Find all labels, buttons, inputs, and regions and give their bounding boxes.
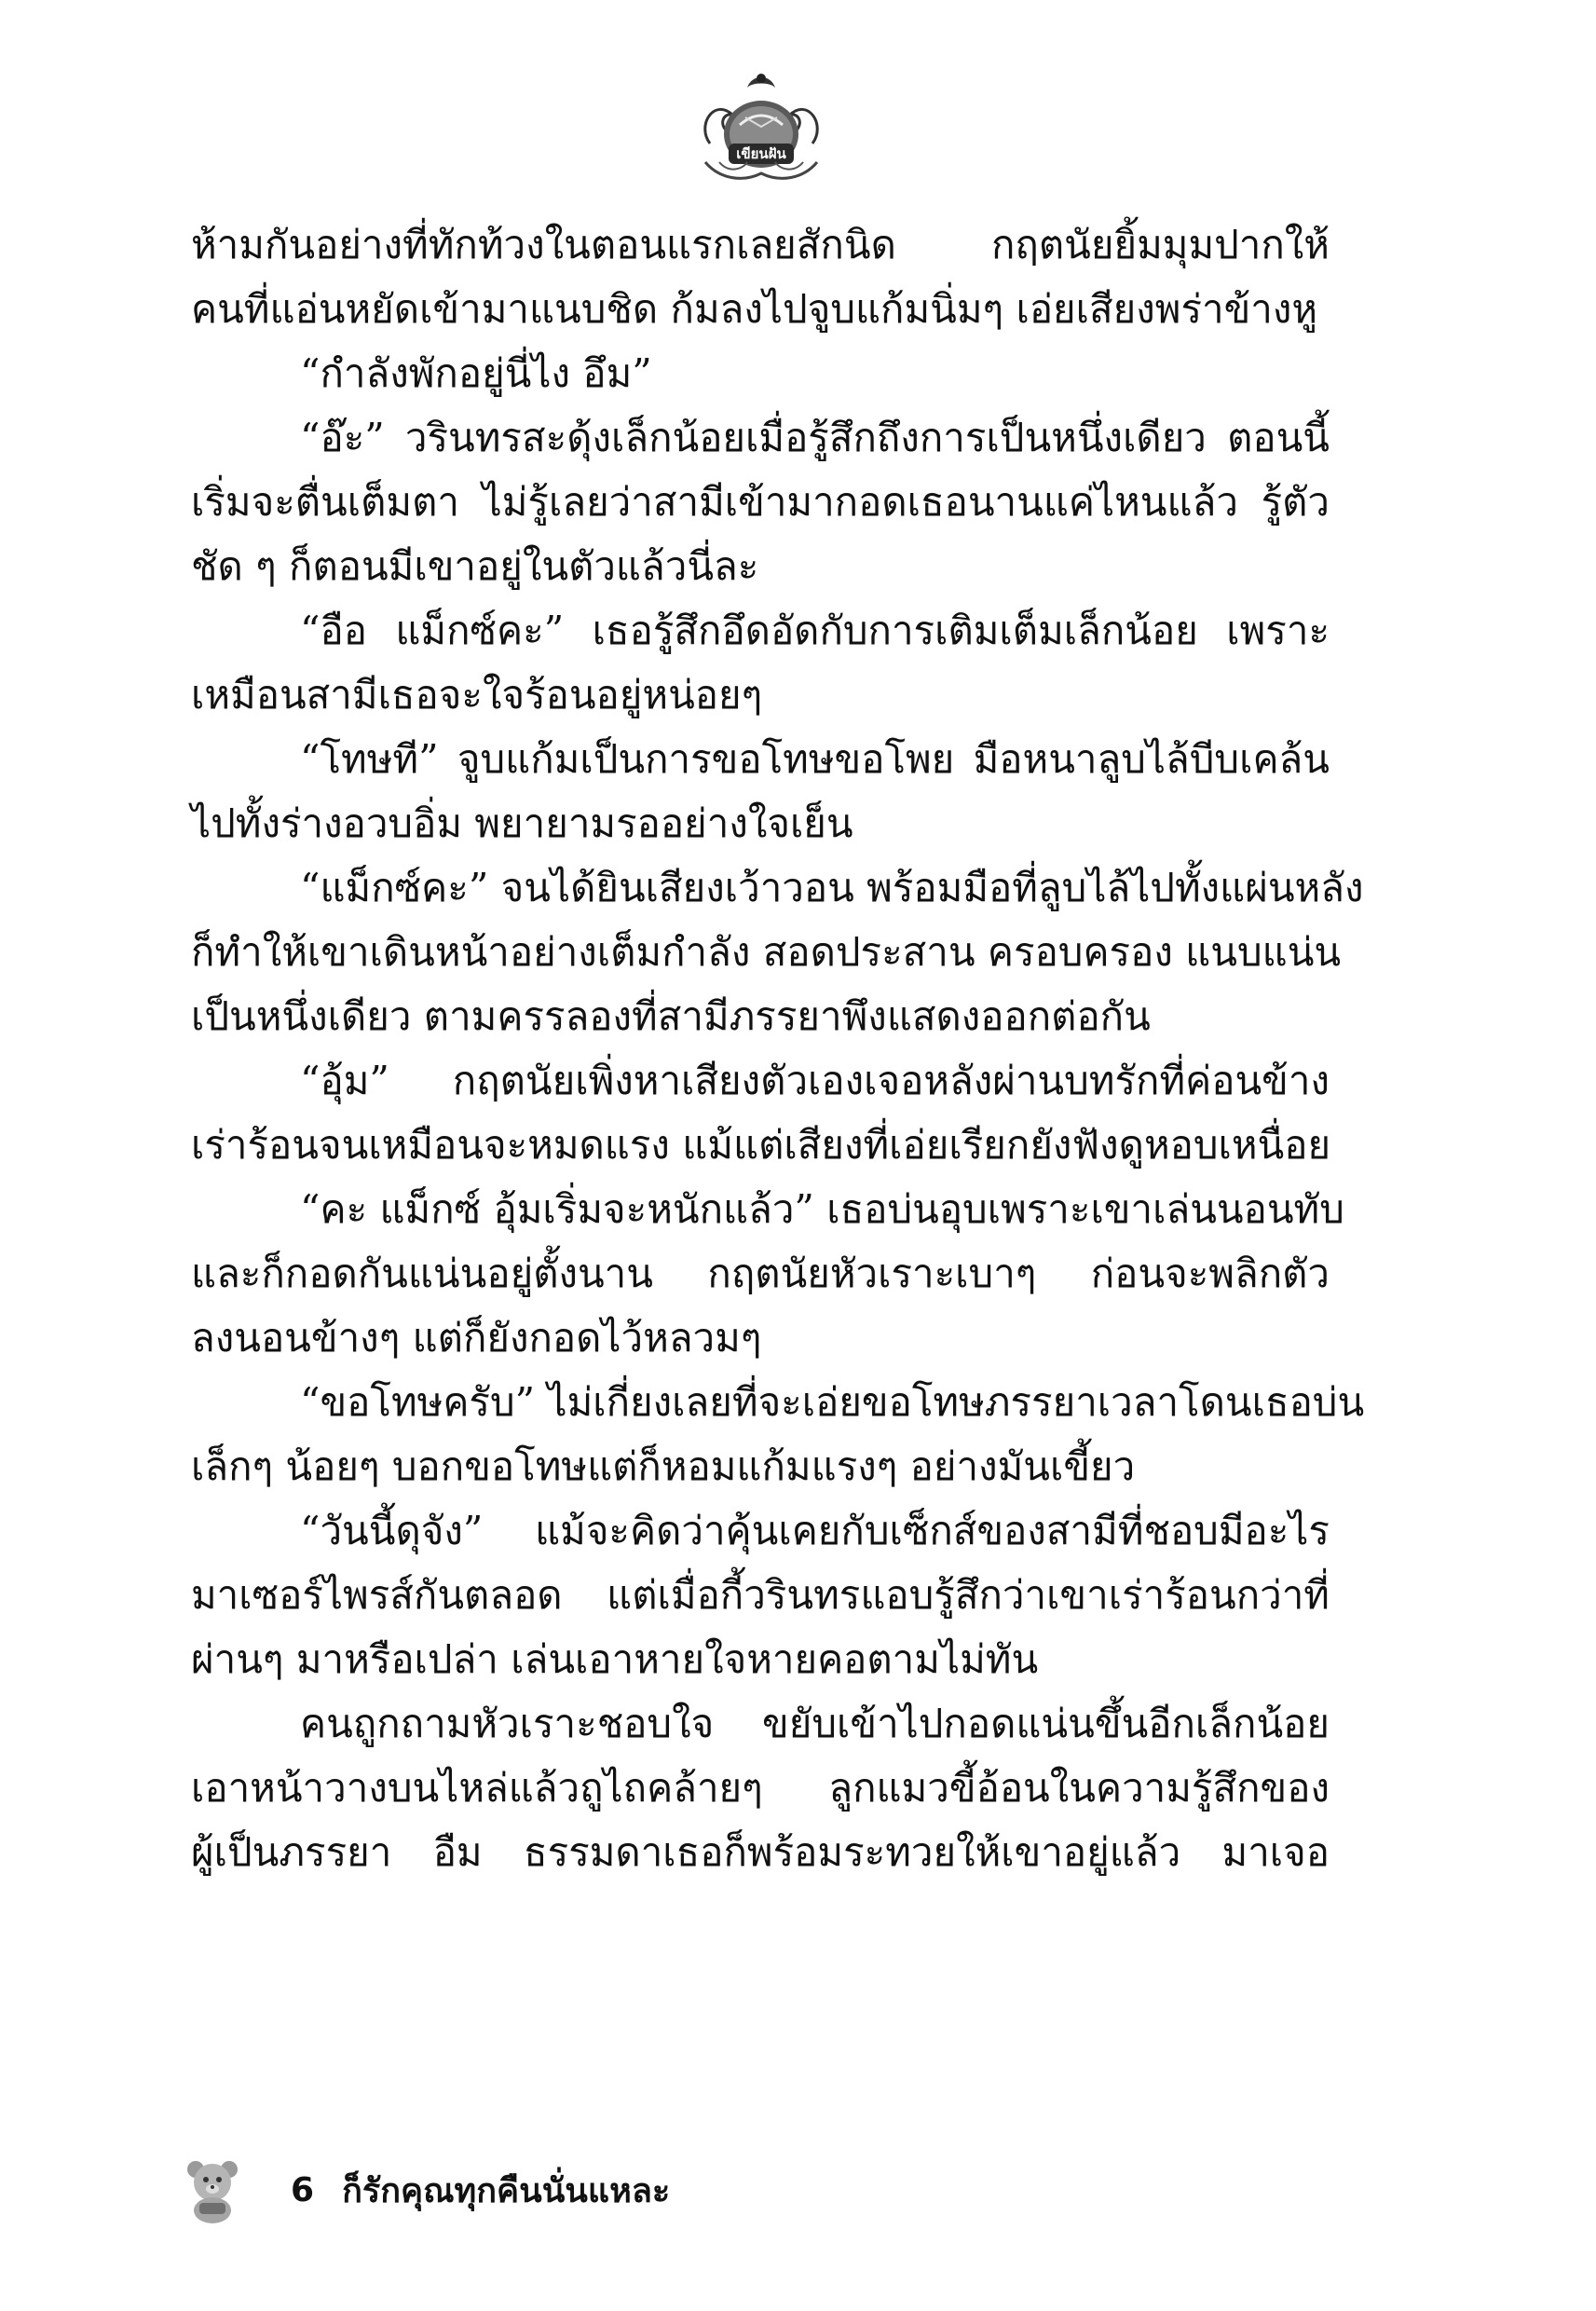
body-text bbox=[191, 212, 1365, 1884]
text-line: ผู้เป็นภรรยา อืม ธรรมดาเธอก็พร้อมระทวยให้เขาอยู่แล้ว มาเจอ bbox=[191, 1829, 1330, 1875]
text-line: เร่าร้อนจนเหมือนจะหมดแรง แม้แต่เสียงที่เอ่ยเรียกยังฟังดูหอบเหนื่อย bbox=[191, 1122, 1331, 1168]
text-line: เล็กๆ น้อยๆ บอกขอโทษแต่ก็หอมแก้มแรงๆ อย่างมันเขี้ยว bbox=[191, 1443, 1136, 1489]
text-line: และก็กอดกันแน่นอยู่ตั้งนาน กฤตนัยหัวเราะเบาๆ ก่อนจะพลิกตัว bbox=[191, 1251, 1330, 1296]
book-title: ก็รักคุณทุกคืนนั่นแหละ bbox=[342, 2171, 671, 2210]
text-line: “อุ้ม” กฤตนัยเพิ่งหาเสียงตัวเองเจอหลังผ่านบทรักที่ค่อนข้าง bbox=[300, 1058, 1330, 1103]
text-line: “คะ แม็กซ์ อุ้มเริ่มจะหนักแล้ว” เธอบ่นอุบเพราะเขาเล่นนอนทับ bbox=[300, 1186, 1344, 1232]
text-line: ไปทั้งร่างอวบอิ่ม พยายามรออย่างใจเย็น bbox=[191, 800, 853, 846]
text-line: “โทษที” จูบแก้มเป็นการขอโทษขอโพย มือหนาลูบไล้บีบเคล้น bbox=[300, 736, 1330, 782]
teddy-bear-icon bbox=[183, 2156, 242, 2223]
text-line: ห้ามกันอย่างที่ทักท้วงในตอนแรกเลยสักนิด กฤตนัยยิ้มมุมปากให้ bbox=[191, 222, 1330, 267]
text-line: มาเซอร์ไพรส์กันตลอด แต่เมื่อกี้วรินทรแอบรู้สึกว่าเขาเร่าร้อนกว่าที่ bbox=[191, 1572, 1330, 1618]
text-line: “ขอโทษครับ” ไม่เกี่ยงเลยที่จะเอ่ยขอโทษภรรยาเวลาโดนเธอบ่น bbox=[300, 1379, 1365, 1425]
text-line: ชัด ๆ ก็ตอนมีเขาอยู่ในตัวแล้วนี่ละ bbox=[191, 543, 759, 589]
text-line: “อือ แม็กซ์คะ” เธอรู้สึกอึดอัดกับการเติมเต็มเล็กน้อย เพราะ bbox=[300, 608, 1330, 653]
page-number: 6 bbox=[291, 2170, 315, 2209]
text-line: “แม็กซ์คะ” จนได้ยินเสียงเว้าวอน พร้อมมือที่ลูบไล้ไปทั้งแผ่นหลัง bbox=[300, 865, 1364, 910]
text-line: เอาหน้าวางบนไหล่แล้วถูไถคล้ายๆ ลูกแมวขี้อ้อนในความรู้สึกของ bbox=[191, 1765, 1330, 1811]
text-line: คนถูกถามหัวเราะชอบใจ ขยับเข้าไปกอดแน่นขึ้นอีกเล็กน้อย bbox=[300, 1701, 1330, 1746]
text-line: ลงนอนข้างๆ แต่ก็ยังกอดไว้หลวมๆ bbox=[191, 1315, 762, 1361]
text-line: “อ๊ะ” วรินทรสะดุ้งเล็กน้อยเมื่อรู้สึกถึงการเป็นหนึ่งเดียว ตอนนี้ bbox=[300, 415, 1330, 460]
text-line: เหมือนสามีเธอจะใจร้อนอยู่หน่อยๆ bbox=[191, 672, 763, 718]
logo-text: เขียนฝัน bbox=[736, 145, 786, 162]
text-line: ก็ทำให้เขาเดินหน้าอย่างเต็มกำลัง สอดประสาน ครอบครอง แนบแน่น bbox=[191, 929, 1342, 975]
text-line: “กำลังพักอยู่นี่ไง อึม” bbox=[300, 350, 652, 396]
text-line: เริ่มจะตื่นเต็มตา ไม่รู้เลยว่าสามีเข้ามากอดเธอนานแค่ไหนแล้ว รู้ตัว bbox=[191, 479, 1330, 525]
text-line: “วันนี้ดุจัง” แม้จะคิดว่าคุ้นเคยกับเซ็กส์ของสามีที่ชอบมีอะไร bbox=[300, 1508, 1330, 1553]
page-footer bbox=[183, 2153, 670, 2227]
publisher-emblem-icon bbox=[691, 69, 831, 188]
text-line: ผ่านๆ มาหรือเปล่า เล่นเอาหายใจหายคอตามไม่ทัน bbox=[191, 1636, 1039, 1682]
text-line: คนที่แอ่นหยัดเข้ามาแนบชิด ก้มลงไปจูบแก้มนิ่มๆ เอ่ยเสียงพร่าข้างหู bbox=[191, 286, 1318, 332]
text-line: เป็นหนึ่งเดียว ตามครรลองที่สามีภรรยาพึงแสดงออกต่อกัน bbox=[191, 993, 1151, 1039]
